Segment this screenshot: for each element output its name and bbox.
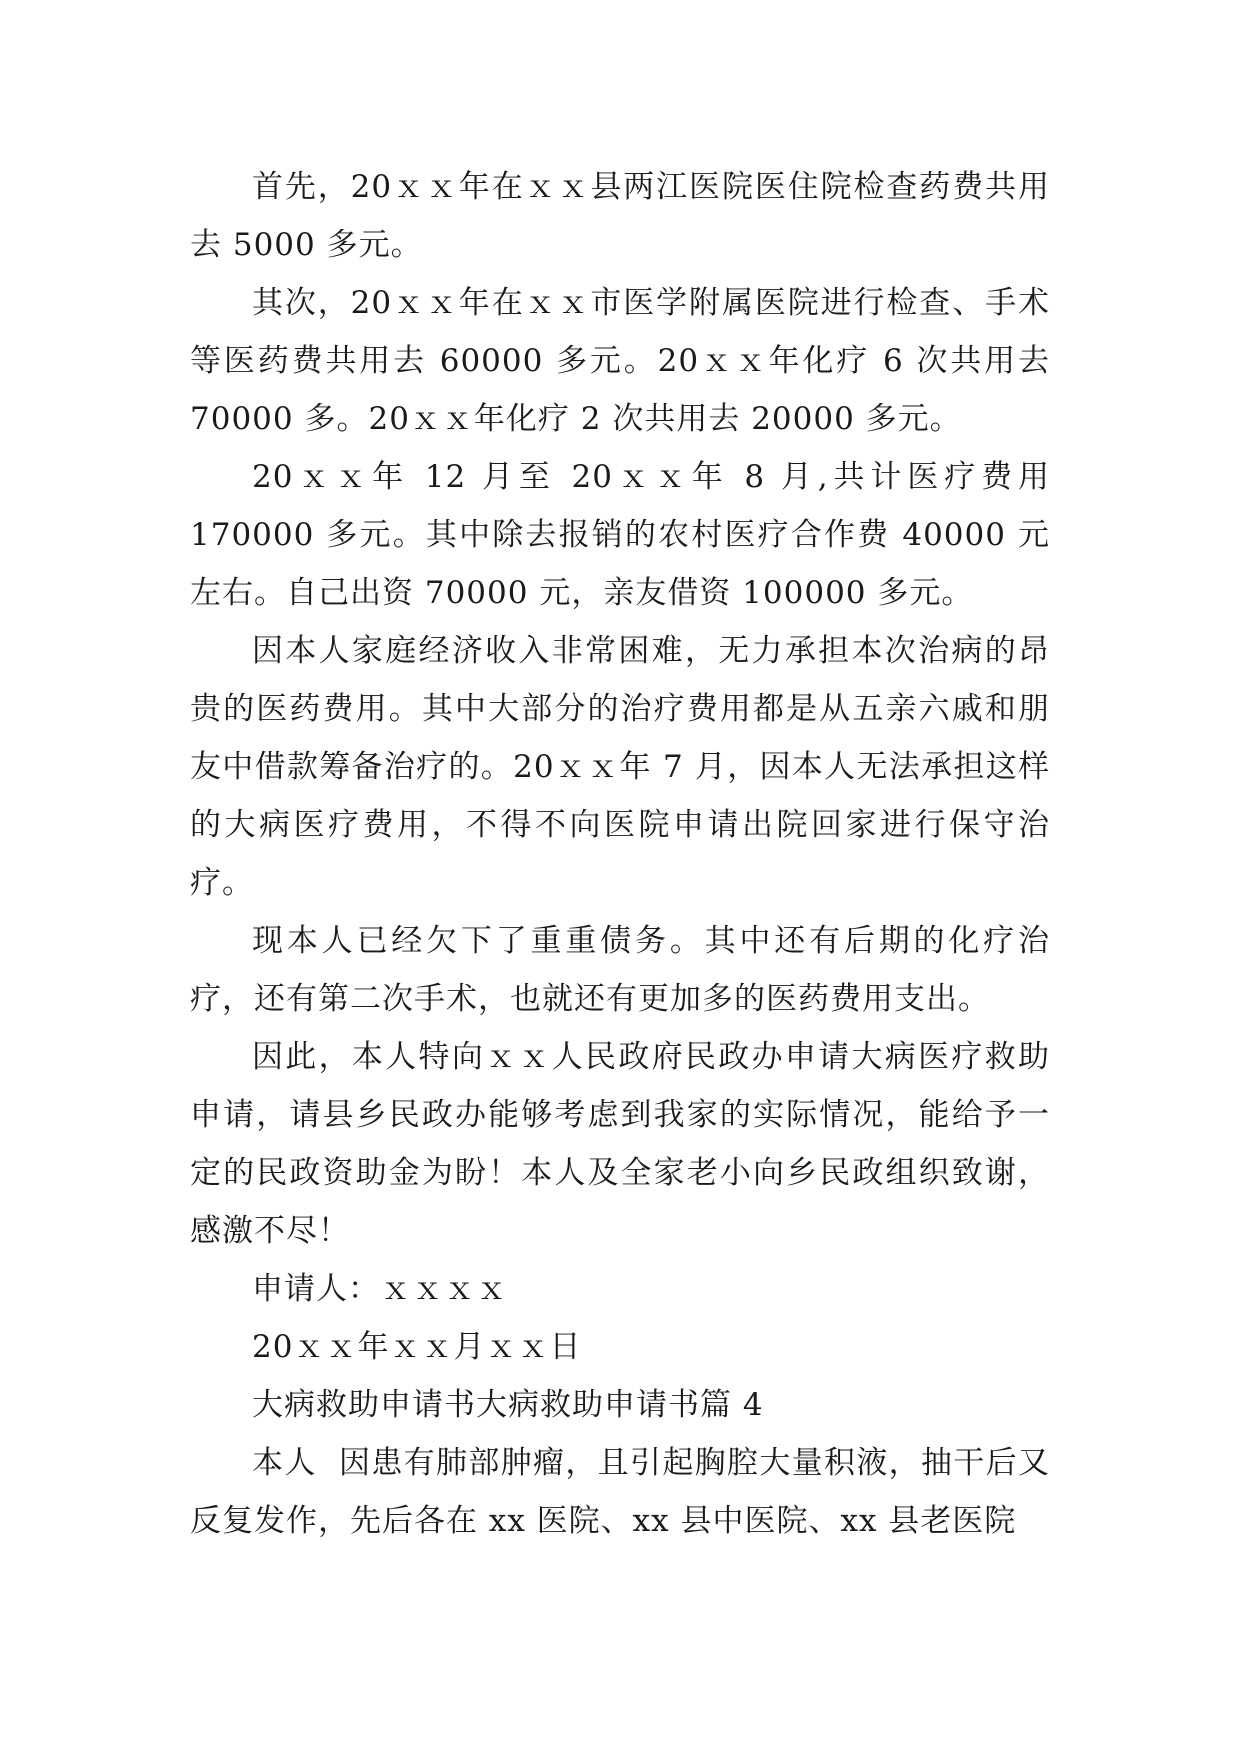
section-heading: 大病救助申请书大病救助申请书篇 4 (252, 1387, 764, 1423)
paragraph-6: 因此，本人特向ｘｘ人民政府民政办申请大病医疗救助申请，请县乡民政办能够考虑到我家的实际情况，能给予一定的民政资助金为盼！本人及全家老小向乡民政组织致谢，感激不尽！ (190, 1039, 1050, 1249)
applicant-line: 申请人：ｘｘｘｘ (252, 1271, 508, 1307)
paragraph-5: 现本人已经欠下了重重债务。其中还有后期的化疗治疗，还有第二次手术，也就还有更加多的医药费用支出。 (190, 923, 1050, 1017)
paragraph-4: 因本人家庭经济收入非常困难，无力承担本次治病的昂贵的医药费用。其中大部分的治疗费用都是从五亲六戚和朋友中借款筹备治疗的。20ｘｘ年 7 月，因本人无法承担这样的大病医疗费用，不得不向医院申请出院回家进行保守治疗。 (190, 633, 1050, 901)
date-line: 20ｘｘ年ｘｘ月ｘｘ日 (252, 1329, 582, 1365)
paragraph-2: 其次，20ｘｘ年在ｘｘ市医学附属医院进行检查、手术等医药费共用去 60000 多元。20ｘｘ年化疗 6 次共用去 70000 多。20ｘｘ年化疗 2 次共用去 20000 多元。 (190, 285, 1061, 437)
paragraph-3: 20ｘｘ年 12 月至 20ｘｘ年 8 月,共计医疗费用 170000 多元。其中除去报销的农村医疗合作费 40000 元左右。自己出资 70000 元，亲友借资 100000 多元。 (190, 459, 1061, 611)
document-page (190, 158, 1061, 1550)
paragraph-7: 本人 因患有肺部肿瘤，且引起胸腔大量积液，抽干后又反复发作，先后各在 xx 医院、xx 县中医院、xx 县老医院 (190, 1445, 1050, 1539)
paragraph-1: 首先，20ｘｘ年在ｘｘ县两江医院医住院检查药费共用去 5000 多元。 (190, 169, 1050, 263)
